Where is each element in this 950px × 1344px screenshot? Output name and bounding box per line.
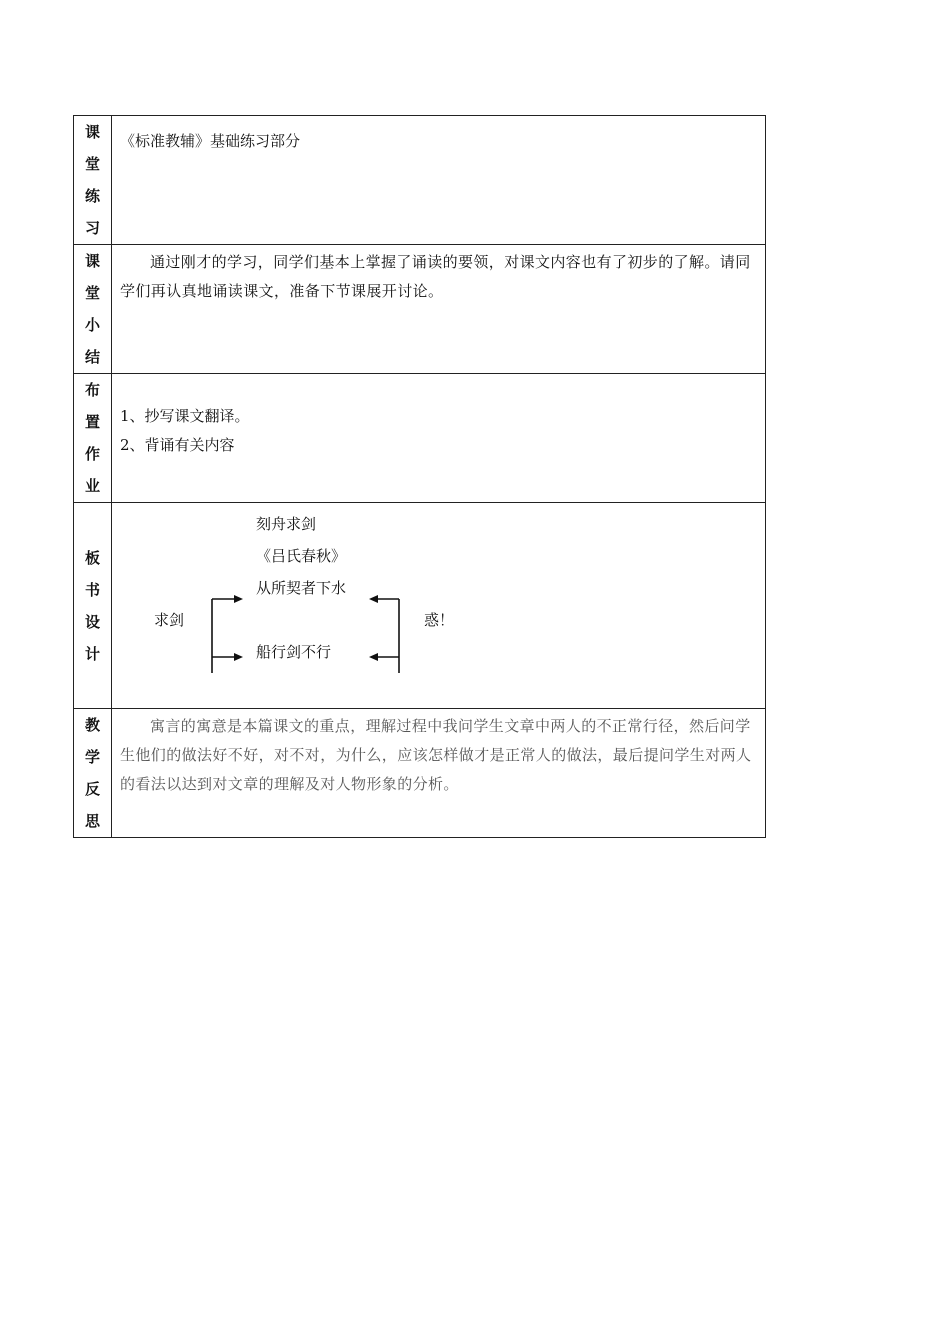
row-label (74, 374, 112, 503)
label-char: 学 (84, 748, 100, 766)
arrow-head (369, 595, 378, 603)
label-char: 置 (84, 413, 100, 431)
arrow-head (369, 653, 378, 661)
label-char: 教 (84, 716, 100, 734)
board-top-item: 从所契者下水 (256, 579, 347, 597)
board-diagram (112, 503, 767, 709)
label-char: 结 (84, 348, 100, 366)
label-char: 作 (84, 445, 100, 463)
row-class-practice (74, 116, 766, 245)
label-char: 课 (84, 252, 100, 270)
practice-line: 《标准教辅》基础练习部分 (120, 132, 301, 150)
label-char: 习 (84, 219, 100, 237)
summary-paragraph: 通过刚才的学习，同学们基本上掌握了诵读的要领，对课文内容也有了初步的了解。请同学们再认真地诵读课文，准备下节课展开讨论。 (120, 253, 751, 300)
row-board-design (74, 503, 766, 709)
board-right-label: 惑！ (424, 611, 455, 629)
label-char: 计 (84, 644, 100, 663)
board-design-content (112, 503, 766, 709)
label-char: 板 (84, 548, 100, 567)
board-bottom-item: 船行剑不行 (256, 643, 332, 661)
label-char: 业 (84, 477, 100, 495)
row-class-summary (74, 245, 766, 374)
label-char: 练 (84, 187, 100, 205)
reflection-content (112, 709, 766, 838)
label-char: 布 (84, 381, 100, 399)
label-char: 堂 (84, 284, 100, 302)
label-char: 思 (84, 812, 100, 830)
board-source: 《吕氏春秋》 (256, 547, 347, 565)
label-char: 反 (84, 780, 100, 798)
homework-content (112, 374, 766, 503)
row-label (74, 116, 112, 245)
label-char: 设 (84, 612, 100, 631)
label-char: 堂 (84, 155, 100, 173)
row-label (74, 245, 112, 374)
arrow-head (234, 653, 243, 661)
label-char: 课 (84, 123, 100, 141)
board-title: 刻舟求剑 (256, 515, 317, 533)
row-homework (74, 374, 766, 503)
label-char: 书 (84, 580, 100, 599)
board-left-label: 求剑 (154, 611, 185, 629)
lesson-plan-table (73, 115, 766, 838)
reflection-paragraph: 寓言的寓意是本篇课文的重点，理解过程中我问学生文章中两人的不正常行径，然后问学生他们的做法好不好，对不对，为什么，应该怎样做才是正常人的做法，最后提问学生对两人的看法以达到对文章的理解及对人物形象的分析。 (120, 717, 752, 793)
summary-content (112, 245, 766, 374)
row-teaching-reflection (74, 709, 766, 838)
practice-content (112, 116, 766, 245)
row-label (74, 503, 112, 709)
homework-item: 1、抄写课文翻译。 (120, 407, 250, 425)
homework-item: 2、背诵有关内容 (120, 436, 235, 454)
arrow-head (234, 595, 243, 603)
label-char: 小 (84, 316, 100, 334)
row-label (74, 709, 112, 838)
